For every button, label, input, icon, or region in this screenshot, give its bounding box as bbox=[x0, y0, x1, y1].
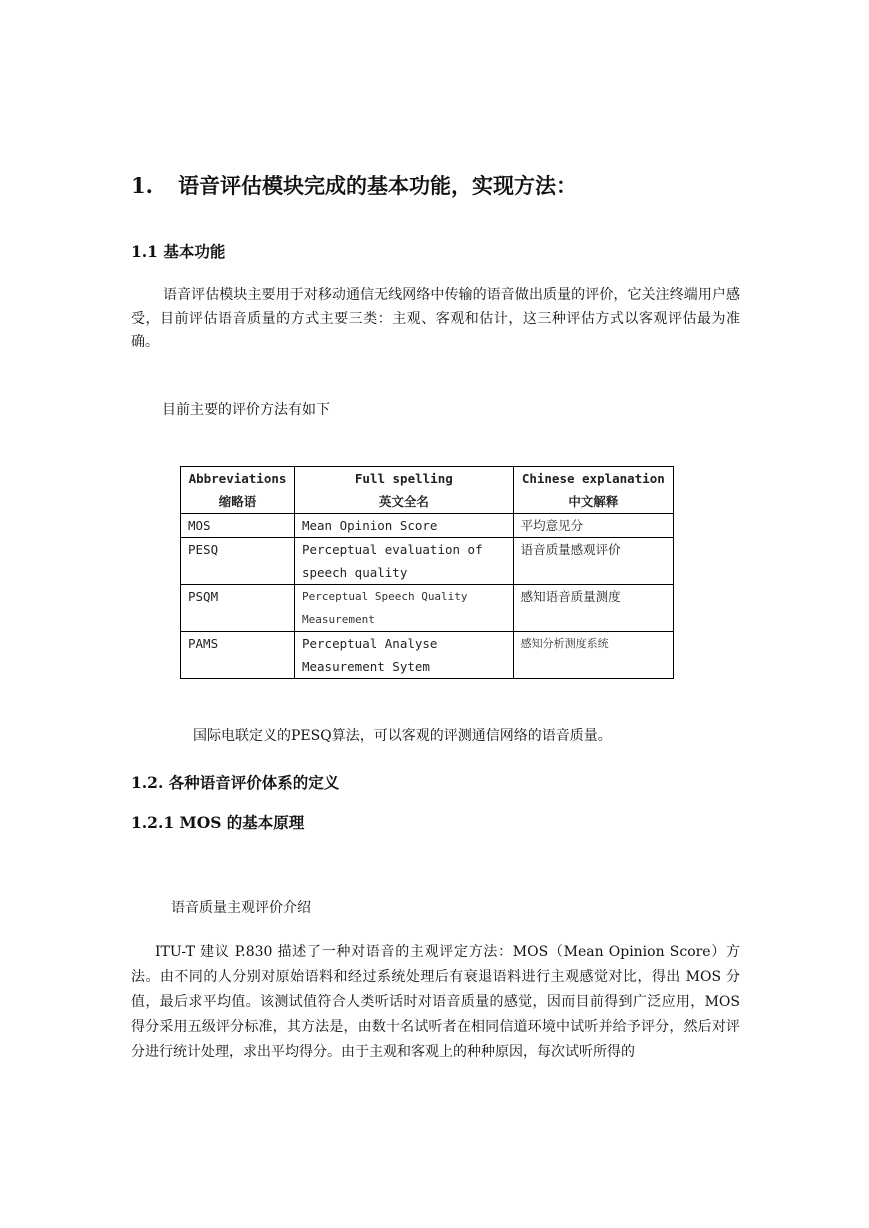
pesq-note: 国际电联定义的PESQ算法，可以客观的评测通信网络的语音质量。 bbox=[193, 728, 612, 744]
header-chinese-explanation: Chinese explanation 中文解释 bbox=[513, 467, 673, 514]
cell-full: Perceptual evaluation of speech quality bbox=[294, 538, 513, 585]
cell-zh: 感知语音质量测度 bbox=[513, 585, 673, 632]
cell-full: Perceptual Speech Quality Measurement bbox=[294, 585, 513, 632]
section-1-1-heading: 1.1 基本功能 bbox=[131, 242, 226, 261]
cell-abbr: MOS bbox=[181, 514, 295, 538]
cell-zh: 感知分析测度系统 bbox=[513, 632, 673, 679]
subjective-eval-subtitle: 语音质量主观评价介绍 bbox=[171, 900, 311, 916]
table-row bbox=[181, 538, 674, 585]
table-header-row bbox=[181, 467, 674, 514]
mos-paragraph-text: ITU-T 建议 P.830 描述了一种对语音的主观评定方法：MOS（Mean Opinion Score）方法。由不同的人分别对原始语料和经过系统处理后有衰退语料进行主观感觉对比，得出 MOS 分值，最后求平均值。该测试值符合人类听话时对语音质量的感觉，因而目前得到广泛应用，MOS 得分采用五级评分标准，其方法是，由数十名试听者在相同信道环境中试听并给予评分，然后对评分进行统计处理，求出平均得分。由于主观和客观上的种种原因，每次试听所得的 bbox=[131, 944, 740, 1060]
header-abbreviations: Abbreviations 缩略语 bbox=[181, 467, 295, 514]
table-row bbox=[181, 632, 674, 679]
cell-abbr: PAMS bbox=[181, 632, 295, 679]
section-1-2-heading: 1.2. 各种语音评价体系的定义 bbox=[131, 773, 340, 792]
cell-abbr: PESQ bbox=[181, 538, 295, 585]
cell-zh: 语音质量感观评价 bbox=[513, 538, 673, 585]
basic-function-paragraph: 语音评估模块主要用于对移动通信无线网络中传输的语音做出质量的评价，它关注终端用户感受，目前评估语音质量的方式主要三类：主观、客观和估计，这三种评估方式以客观评估最为准确。 bbox=[131, 287, 740, 350]
mos-paragraph bbox=[131, 940, 740, 1065]
table-row bbox=[181, 585, 674, 632]
section-1-heading bbox=[131, 170, 577, 200]
section-1-2-1-heading: 1.2.1 MOS 的基本原理 bbox=[131, 813, 305, 832]
section-1-number: 1. bbox=[131, 173, 153, 198]
cell-zh: 平均意见分 bbox=[513, 514, 673, 538]
table-row bbox=[181, 514, 674, 538]
cell-full: Perceptual Analyse Measurement Sytem bbox=[294, 632, 513, 679]
methods-intro: 目前主要的评价方法有如下 bbox=[162, 402, 330, 418]
cell-full: Mean Opinion Score bbox=[294, 514, 513, 538]
cell-abbr: PSQM bbox=[181, 585, 295, 632]
abbreviation-table bbox=[180, 466, 674, 679]
section-1-title: 语音评估模块完成的基本功能，实现方法： bbox=[178, 173, 577, 198]
header-full-spelling: Full spelling 英文全名 bbox=[294, 467, 513, 514]
